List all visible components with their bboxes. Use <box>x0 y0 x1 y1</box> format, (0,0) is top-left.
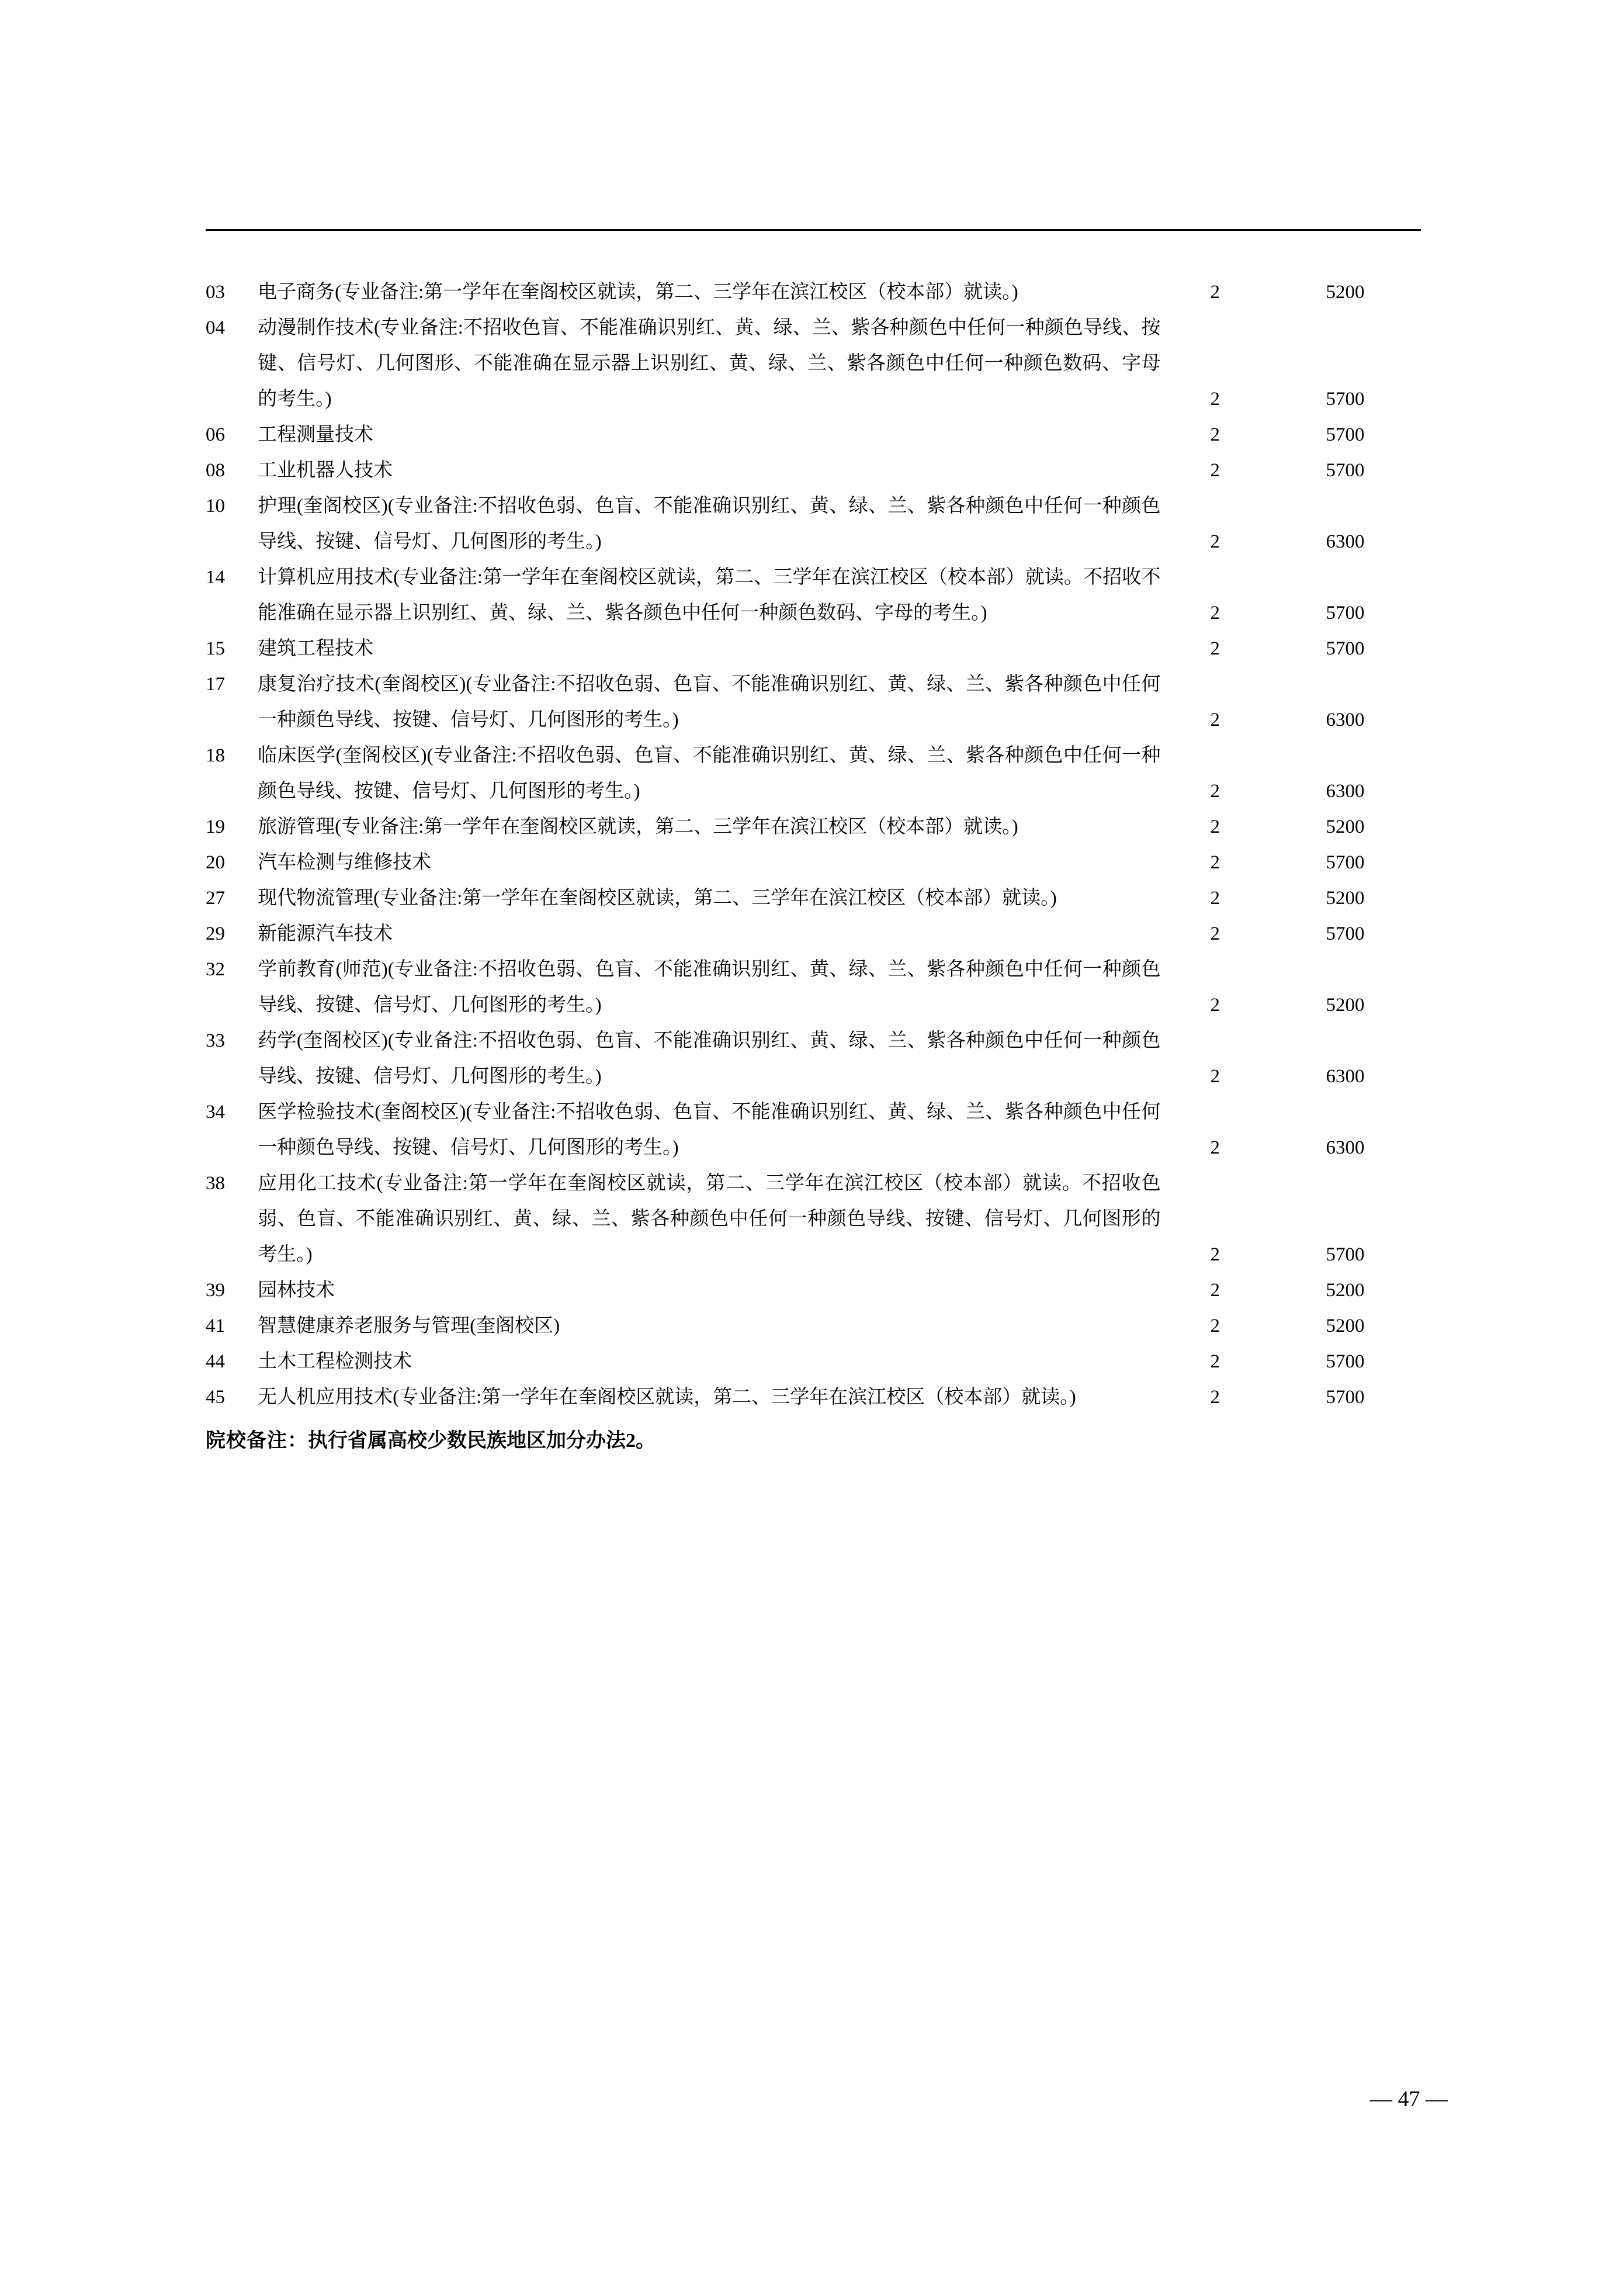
major-plan-count: 2 <box>1210 1387 1220 1408</box>
major-code: 14 <box>206 567 225 588</box>
major-plan-count: 2 <box>1210 816 1220 837</box>
major-tuition-fee: 5200 <box>1326 1280 1365 1301</box>
major-tuition-fee: 5700 <box>1326 1387 1365 1408</box>
page-number: — 47 — <box>1370 2087 1448 2111</box>
table-row <box>206 1344 1421 1380</box>
major-plan-count: 2 <box>1210 424 1220 445</box>
major-plan-count: 2 <box>1210 1280 1220 1301</box>
major-plan-count: 2 <box>1210 460 1220 481</box>
major-name: 智慧健康养老服务与管理(奎阁校区) <box>258 1315 560 1336</box>
major-code: 17 <box>206 674 225 695</box>
table-row <box>206 560 1421 631</box>
major-tuition-fee: 6300 <box>1326 1137 1365 1158</box>
major-plan-count: 2 <box>1210 1066 1220 1087</box>
table-row <box>206 845 1421 881</box>
major-tuition-fee: 5700 <box>1326 923 1365 944</box>
major-code: 38 <box>206 1173 225 1194</box>
table-row <box>206 417 1421 453</box>
school-note-text: 执行省属高校少数民族地区加分办法2。 <box>308 1430 656 1452</box>
major-name: 学前教育(师范)(专业备注:不招收色弱、色盲、不能准确识别红、黄、绿、兰、紫各种颜色中任何一种颜色导线、按键、信号灯、几何图形的考生。) <box>258 959 1161 1016</box>
major-code: 33 <box>206 1030 225 1051</box>
major-name: 工业机器人技术 <box>258 460 393 481</box>
major-name: 无人机应用技术(专业备注:第一学年在奎阁校区就读，第二、三学年在滨江校区（校本部）就读。) <box>258 1387 1076 1408</box>
table-row <box>206 1095 1421 1166</box>
table-row <box>206 1166 1421 1273</box>
major-tuition-fee: 5200 <box>1326 816 1365 837</box>
major-name: 药学(奎阁校区)(专业备注:不招收色弱、色盲、不能准确识别红、黄、绿、兰、紫各种颜色中任何一种颜色导线、按键、信号灯、几何图形的考生。) <box>258 1030 1161 1087</box>
school-note-label: 院校备注： <box>206 1430 308 1452</box>
major-code: 45 <box>206 1387 225 1408</box>
major-code: 32 <box>206 959 225 980</box>
table-row <box>206 631 1421 667</box>
table-row <box>206 1273 1421 1308</box>
major-tuition-fee: 5700 <box>1326 1244 1365 1265</box>
major-tuition-fee: 5700 <box>1326 1351 1365 1372</box>
majors-table-body <box>206 275 1421 1415</box>
header-rule <box>206 229 1421 231</box>
major-tuition-fee: 5700 <box>1326 852 1365 873</box>
major-plan-count: 2 <box>1210 995 1220 1016</box>
table-row <box>206 952 1421 1023</box>
major-code: 19 <box>206 816 225 837</box>
table-row <box>206 310 1421 417</box>
major-code: 04 <box>206 317 225 338</box>
table-row <box>206 881 1421 916</box>
major-plan-count: 2 <box>1210 923 1220 944</box>
major-tuition-fee: 5700 <box>1326 460 1365 481</box>
major-code: 27 <box>206 888 225 909</box>
major-name: 动漫制作技术(专业备注:不招收色盲、不能准确识别红、黄、绿、兰、紫各种颜色中任何一种颜色导线、按键、信号灯、几何图形、不能准确在显示器上识别红、黄、绿、兰、紫各颜色中任何一种颜色数码、字母的考生。) <box>258 317 1161 410</box>
major-tuition-fee: 5200 <box>1326 282 1365 303</box>
major-code: 29 <box>206 923 225 944</box>
major-tuition-fee: 5700 <box>1326 424 1365 445</box>
table-row <box>206 275 1421 310</box>
majors-table <box>206 275 1421 1415</box>
table-row <box>206 1308 1421 1344</box>
major-plan-count: 2 <box>1210 531 1220 552</box>
major-plan-count: 2 <box>1210 389 1220 410</box>
major-name: 现代物流管理(专业备注:第一学年在奎阁校区就读，第二、三学年在滨江校区（校本部）就读。) <box>258 888 1057 909</box>
major-tuition-fee: 5200 <box>1326 888 1365 909</box>
major-name: 临床医学(奎阁校区)(专业备注:不招收色弱、色盲、不能准确识别红、黄、绿、兰、紫各种颜色中任何一种颜色导线、按键、信号灯、几何图形的考生。) <box>258 745 1161 802</box>
major-name: 建筑工程技术 <box>258 638 374 659</box>
major-plan-count: 2 <box>1210 709 1220 730</box>
table-row <box>206 1380 1421 1415</box>
major-code: 20 <box>206 852 225 873</box>
major-tuition-fee: 5200 <box>1326 995 1365 1016</box>
major-code: 15 <box>206 638 225 659</box>
major-plan-count: 2 <box>1210 282 1220 303</box>
table-row <box>206 1023 1421 1095</box>
table-row <box>206 738 1421 809</box>
major-name: 工程测量技术 <box>258 424 374 445</box>
major-code: 08 <box>206 460 225 481</box>
major-tuition-fee: 5700 <box>1326 602 1365 624</box>
major-code: 03 <box>206 282 225 303</box>
major-tuition-fee: 5700 <box>1326 389 1365 410</box>
major-plan-count: 2 <box>1210 1137 1220 1158</box>
major-tuition-fee: 5200 <box>1326 1315 1365 1336</box>
major-plan-count: 2 <box>1210 781 1220 802</box>
majors-listing-section <box>206 275 1421 1459</box>
major-plan-count: 2 <box>1210 602 1220 624</box>
major-plan-count: 2 <box>1210 1315 1220 1336</box>
major-code: 41 <box>206 1315 225 1336</box>
major-code: 44 <box>206 1351 225 1372</box>
major-tuition-fee: 6300 <box>1326 781 1365 802</box>
major-name: 新能源汽车技术 <box>258 923 393 944</box>
major-code: 18 <box>206 745 225 766</box>
major-code: 34 <box>206 1102 225 1123</box>
major-tuition-fee: 6300 <box>1326 709 1365 730</box>
major-name: 电子商务(专业备注:第一学年在奎阁校区就读，第二、三学年在滨江校区（校本部）就读。) <box>258 282 1018 303</box>
major-name: 旅游管理(专业备注:第一学年在奎阁校区就读，第二、三学年在滨江校区（校本部）就读。) <box>258 816 1018 837</box>
major-name: 汽车检测与维修技术 <box>258 852 432 873</box>
table-row <box>206 916 1421 952</box>
major-name: 医学检验技术(奎阁校区)(专业备注:不招收色弱、色盲、不能准确识别红、黄、绿、兰、紫各种颜色中任何一种颜色导线、按键、信号灯、几何图形的考生。) <box>258 1102 1161 1158</box>
major-plan-count: 2 <box>1210 1351 1220 1372</box>
table-row <box>206 489 1421 560</box>
table-row <box>206 809 1421 845</box>
school-note <box>206 1424 1421 1459</box>
major-plan-count: 2 <box>1210 1244 1220 1265</box>
major-plan-count: 2 <box>1210 888 1220 909</box>
table-row <box>206 453 1421 489</box>
major-name: 土木工程检测技术 <box>258 1351 412 1372</box>
major-name: 康复治疗技术(奎阁校区)(专业备注:不招收色弱、色盲、不能准确识别红、黄、绿、兰、紫各种颜色中任何一种颜色导线、按键、信号灯、几何图形的考生。) <box>258 674 1161 730</box>
table-row <box>206 667 1421 738</box>
major-code: 10 <box>206 496 225 517</box>
major-name: 护理(奎阁校区)(专业备注:不招收色弱、色盲、不能准确识别红、黄、绿、兰、紫各种颜色中任何一种颜色导线、按键、信号灯、几何图形的考生。) <box>258 496 1161 552</box>
major-code: 06 <box>206 424 225 445</box>
major-name: 园林技术 <box>258 1280 335 1301</box>
major-code: 39 <box>206 1280 225 1301</box>
major-name: 计算机应用技术(专业备注:第一学年在奎阁校区就读，第二、三学年在滨江校区（校本部）就读。不招收不能准确在显示器上识别红、黄、绿、兰、紫各颜色中任何一种颜色数码、字母的考生。) <box>258 567 1161 624</box>
major-tuition-fee: 5700 <box>1326 638 1365 659</box>
major-tuition-fee: 6300 <box>1326 1066 1365 1087</box>
major-name: 应用化工技术(专业备注:第一学年在奎阁校区就读，第二、三学年在滨江校区（校本部）就读。不招收色弱、色盲、不能准确识别红、黄、绿、兰、紫各种颜色中任何一种颜色导线、按键、信号灯、几何图形的考生。) <box>258 1173 1161 1265</box>
major-tuition-fee: 6300 <box>1326 531 1365 552</box>
major-plan-count: 2 <box>1210 852 1220 873</box>
major-plan-count: 2 <box>1210 638 1220 659</box>
